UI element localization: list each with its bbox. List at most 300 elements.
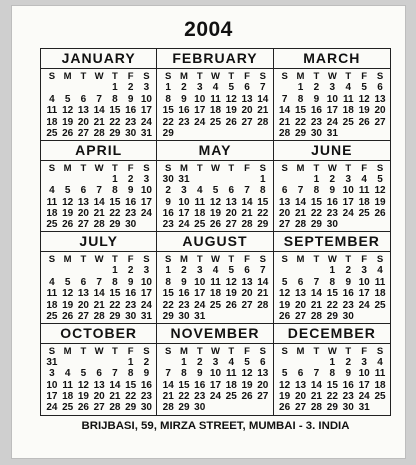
day-cell: 20 — [279, 208, 291, 220]
weekday-label: T — [112, 162, 118, 174]
day-cell: 19 — [225, 288, 237, 300]
day-cell: 9 — [127, 93, 134, 105]
day-cell: 21 — [93, 299, 105, 311]
weekday-label: M — [296, 254, 305, 265]
weekday-label: W — [327, 345, 337, 357]
weekday-label: M — [296, 162, 305, 174]
weekday-label: T — [313, 71, 320, 82]
day-cell — [308, 265, 324, 276]
day-cell: 13 — [77, 105, 89, 117]
day-cell: 23 — [342, 299, 354, 311]
day-cell: 28 — [162, 402, 174, 414]
day-cell: 17 — [46, 391, 58, 403]
day-cell — [44, 174, 60, 185]
day-cell: 23 — [162, 219, 174, 231]
day-cell: 1 — [165, 82, 171, 94]
weekday-label: F — [361, 254, 368, 265]
day-cell: 26 — [77, 402, 89, 414]
month-august — [157, 232, 273, 324]
day-cell: 9 — [143, 368, 150, 380]
weekday-label: S — [281, 71, 288, 82]
day-cell: 25 — [194, 219, 206, 231]
day-cell: 15 — [109, 105, 121, 117]
day-cell: 21 — [294, 208, 307, 220]
day-cell: 30 — [310, 127, 322, 139]
weekday-label: F — [244, 254, 250, 265]
day-cell — [208, 174, 224, 185]
weekday-label: T — [196, 254, 203, 265]
day-cell: 27 — [294, 310, 307, 322]
day-cell: 5 — [281, 276, 288, 288]
day-cell: 18 — [194, 208, 206, 220]
day-cell: 6 — [80, 93, 87, 105]
day-cell: 9 — [196, 368, 203, 380]
day-grid — [157, 69, 272, 139]
day-cell: 24 — [326, 116, 338, 128]
day-cell: 31 — [326, 127, 338, 139]
day-cell: 21 — [310, 299, 322, 311]
day-cell: 5 — [80, 368, 87, 380]
day-cell: 23 — [310, 116, 322, 128]
day-cell: 19 — [374, 196, 386, 208]
day-cell: 3 — [49, 368, 55, 380]
day-cell: 24 — [140, 299, 152, 311]
month-name: DECEMBER — [274, 324, 390, 344]
weekday-label: T — [112, 71, 118, 82]
day-cell: 7 — [297, 185, 304, 197]
day-cell: 2 — [181, 82, 187, 94]
day-cell: 31 — [140, 127, 152, 139]
weekday-label: W — [211, 254, 220, 265]
day-cell: 24 — [140, 116, 152, 128]
day-cell: 6 — [377, 82, 383, 94]
day-grid — [157, 161, 272, 231]
day-cell: 29 — [326, 402, 338, 414]
day-cell — [277, 82, 293, 93]
day-cell — [60, 265, 76, 276]
day-cell: 22 — [125, 391, 137, 403]
month-name: JANUARY — [41, 49, 156, 69]
day-cell — [255, 402, 271, 413]
weekday-label: W — [327, 254, 337, 265]
weekday-label: T — [228, 345, 235, 357]
day-cell: 11 — [46, 288, 58, 300]
weekday-label: S — [48, 254, 56, 265]
day-cell: 7 — [259, 265, 266, 277]
day-cell: 14 — [93, 288, 105, 300]
day-cell: 2 — [345, 265, 352, 277]
day-cell: 15 — [162, 288, 174, 300]
weekday-label: T — [228, 254, 235, 265]
day-cell: 9 — [345, 276, 352, 288]
day-cell: 25 — [209, 299, 222, 311]
day-cell: 26 — [241, 391, 253, 403]
weekday-label: S — [259, 345, 266, 357]
day-cell: 25 — [374, 299, 386, 311]
day-cell: 16 — [326, 196, 338, 208]
weekday-label: S — [376, 71, 384, 82]
day-cell: 3 — [181, 185, 187, 197]
day-cell: 9 — [165, 196, 171, 208]
day-cell: 4 — [64, 368, 71, 380]
day-cell: 3 — [196, 82, 203, 94]
day-cell: 24 — [209, 391, 222, 403]
day-cell: 26 — [62, 219, 74, 231]
day-cell: 11 — [46, 105, 58, 117]
day-cell: 15 — [310, 196, 322, 208]
day-cell: 8 — [165, 93, 171, 105]
day-cell: 14 — [310, 379, 322, 391]
day-cell: 15 — [326, 379, 338, 391]
day-cell: 14 — [162, 379, 174, 391]
day-cell — [255, 128, 271, 139]
weekday-label: T — [80, 71, 87, 82]
month-november — [157, 324, 273, 416]
weekday-label: W — [211, 345, 220, 357]
day-cell: 20 — [225, 208, 237, 220]
day-cell: 1 — [313, 173, 320, 185]
day-cell: 17 — [194, 288, 206, 300]
day-cell: 30 — [125, 127, 137, 139]
month-december — [274, 324, 390, 416]
day-cell — [76, 265, 92, 276]
day-cell: 22 — [257, 208, 269, 220]
weekday-label: T — [80, 162, 87, 174]
day-cell: 10 — [194, 276, 206, 288]
day-cell: 11 — [62, 379, 73, 391]
day-cell: 29 — [257, 219, 269, 231]
weekday-label: S — [143, 254, 150, 265]
weekday-label: T — [313, 254, 320, 265]
day-cell: 25 — [358, 208, 370, 220]
day-cell: 19 — [77, 391, 89, 403]
day-cell: 30 — [125, 219, 137, 231]
weekday-label: S — [259, 71, 266, 82]
day-cell: 27 — [93, 402, 105, 414]
month-january — [41, 49, 157, 141]
weekday-label: W — [94, 345, 104, 357]
day-cell: 20 — [374, 105, 386, 117]
day-cell: 28 — [294, 219, 307, 231]
day-cell: 10 — [209, 368, 222, 380]
day-cell: 28 — [109, 402, 121, 414]
day-cell: 16 — [140, 379, 152, 391]
weekday-label: T — [196, 162, 203, 174]
weekday-label: S — [143, 345, 150, 357]
day-cell: 3 — [361, 265, 367, 277]
weekday-label: T — [196, 345, 203, 357]
day-cell: 29 — [326, 310, 338, 322]
day-cell: 24 — [342, 208, 354, 220]
day-cell: 4 — [196, 185, 203, 197]
day-cell: 19 — [209, 208, 222, 220]
day-cell: 16 — [178, 105, 190, 117]
day-cell: 15 — [162, 105, 174, 117]
day-cell: 2 — [127, 82, 134, 94]
day-cell: 28 — [257, 116, 269, 128]
day-cell: 11 — [210, 93, 221, 105]
weekday-label: F — [244, 345, 250, 357]
day-cell: 27 — [77, 310, 89, 322]
day-cell: 17 — [358, 379, 370, 391]
day-cell: 7 — [259, 82, 266, 94]
day-cell: 19 — [225, 105, 237, 117]
day-grid — [274, 69, 390, 139]
day-cell: 7 — [112, 368, 118, 380]
day-cell: 2 — [313, 82, 320, 94]
day-cell — [293, 265, 309, 276]
weekday-label: M — [180, 254, 188, 265]
day-cell — [223, 311, 239, 322]
day-cell — [208, 128, 224, 139]
weekday-label: M — [63, 162, 72, 174]
day-cell — [192, 128, 208, 139]
day-cell — [308, 357, 324, 368]
day-cell: 1 — [112, 173, 118, 185]
day-cell: 12 — [62, 196, 74, 208]
day-cell: 12 — [209, 196, 222, 208]
weekday-label: W — [327, 162, 337, 174]
day-cell: 12 — [62, 288, 74, 300]
day-cell: 22 — [178, 391, 190, 403]
day-cell: 11 — [225, 368, 237, 380]
day-cell — [91, 174, 107, 185]
day-cell: 13 — [241, 93, 253, 105]
day-cell: 28 — [310, 402, 322, 414]
weekday-label: F — [127, 345, 134, 357]
day-grid — [274, 161, 390, 231]
day-cell: 29 — [125, 402, 137, 414]
day-cell — [356, 219, 372, 230]
day-cell: 11 — [358, 185, 370, 197]
weekday-label: S — [143, 162, 150, 174]
day-cell: 9 — [127, 185, 134, 197]
day-cell: 7 — [244, 185, 250, 197]
weekday-label: T — [345, 254, 352, 265]
day-cell: 21 — [93, 208, 105, 220]
day-cell: 6 — [259, 356, 266, 368]
day-cell: 28 — [257, 299, 269, 311]
day-cell: 25 — [46, 310, 58, 322]
day-cell: 31 — [194, 310, 206, 322]
day-cell: 3 — [361, 356, 367, 368]
day-cell: 9 — [345, 368, 352, 380]
month-name: JULY — [41, 232, 156, 252]
day-cell: 4 — [377, 265, 383, 277]
day-cell: 2 — [345, 356, 352, 368]
day-cell: 20 — [77, 208, 89, 220]
day-cell: 5 — [64, 93, 71, 105]
day-cell — [223, 402, 239, 413]
day-cell: 15 — [109, 196, 121, 208]
day-cell: 29 — [162, 127, 174, 139]
day-cell: 21 — [257, 288, 269, 300]
weekday-label: S — [48, 345, 56, 357]
day-cell: 7 — [96, 93, 102, 105]
day-cell: 10 — [140, 276, 152, 288]
day-cell: 1 — [127, 356, 134, 368]
weekday-label: S — [281, 254, 288, 265]
day-cell: 6 — [297, 368, 304, 380]
weekday-label: F — [244, 71, 250, 82]
day-cell — [60, 357, 76, 368]
day-cell: 16 — [125, 105, 137, 117]
weekday-label: T — [196, 71, 203, 82]
day-cell — [239, 174, 255, 185]
day-cell — [91, 82, 107, 93]
day-cell — [277, 357, 293, 368]
weekday-label: S — [259, 162, 266, 174]
month-name: AUGUST — [157, 232, 272, 252]
day-cell — [208, 311, 224, 322]
day-cell: 25 — [342, 116, 354, 128]
day-cell: 19 — [279, 391, 291, 403]
day-cell: 9 — [181, 276, 187, 288]
day-grid — [41, 344, 156, 414]
day-cell: 22 — [109, 116, 121, 128]
day-cell: 28 — [310, 310, 322, 322]
day-cell: 23 — [178, 116, 190, 128]
month-july — [41, 232, 157, 324]
day-cell: 30 — [326, 219, 338, 231]
day-cell: 7 — [313, 368, 320, 380]
day-cell — [239, 402, 255, 413]
day-cell — [44, 265, 60, 276]
weekday-label: S — [376, 345, 384, 357]
day-cell: 20 — [93, 391, 105, 403]
day-cell: 30 — [125, 310, 137, 322]
day-cell: 8 — [181, 368, 187, 380]
day-cell: 17 — [342, 196, 354, 208]
weekday-label: T — [313, 162, 320, 174]
calendar-year: 2004 — [184, 18, 233, 41]
day-cell: 24 — [140, 208, 152, 220]
day-cell: 10 — [194, 93, 206, 105]
day-cell: 16 — [342, 288, 354, 300]
day-cell: 20 — [77, 116, 89, 128]
day-cell: 30 — [178, 310, 190, 322]
weekday-label: M — [180, 345, 188, 357]
day-cell: 23 — [125, 116, 137, 128]
day-cell: 16 — [194, 379, 206, 391]
day-grid — [41, 69, 156, 139]
day-cell: 4 — [212, 82, 219, 94]
day-cell: 2 — [196, 356, 203, 368]
day-cell: 18 — [209, 288, 222, 300]
weekday-label: S — [48, 162, 56, 174]
day-cell: 11 — [46, 196, 58, 208]
day-cell: 5 — [64, 185, 71, 197]
day-cell: 14 — [241, 196, 253, 208]
month-june — [274, 141, 390, 233]
month-october — [41, 324, 157, 416]
day-cell: 11 — [374, 368, 386, 380]
day-grid — [41, 252, 156, 322]
day-cell: 27 — [294, 402, 307, 414]
day-cell — [293, 174, 309, 185]
day-cell: 3 — [196, 265, 203, 277]
day-cell — [91, 357, 107, 368]
day-cell: 8 — [127, 368, 134, 380]
weekday-label: T — [80, 345, 87, 357]
day-cell: 28 — [93, 310, 105, 322]
day-cell: 25 — [374, 391, 386, 403]
day-cell: 15 — [125, 379, 137, 391]
day-cell: 13 — [279, 196, 291, 208]
day-cell: 6 — [297, 276, 304, 288]
month-april — [41, 141, 157, 233]
day-cell: 13 — [77, 288, 89, 300]
day-cell: 25 — [62, 402, 74, 414]
day-cell: 23 — [178, 299, 190, 311]
day-cell: 20 — [241, 288, 253, 300]
day-cell: 12 — [77, 379, 89, 391]
day-cell: 6 — [228, 185, 235, 197]
weekday-label: W — [94, 71, 104, 82]
day-cell — [340, 219, 356, 230]
day-cell: 14 — [294, 196, 307, 208]
calendar-card — [12, 6, 405, 458]
day-cell: 25 — [209, 116, 222, 128]
day-cell: 27 — [77, 127, 89, 139]
weekday-label: M — [296, 345, 305, 357]
day-cell: 6 — [244, 265, 250, 277]
day-cell: 23 — [194, 391, 206, 403]
day-cell: 15 — [257, 196, 269, 208]
day-grid — [274, 344, 390, 414]
day-cell: 14 — [93, 105, 105, 117]
day-cell: 26 — [358, 116, 370, 128]
day-cell: 16 — [125, 196, 137, 208]
day-cell: 30 — [194, 402, 206, 414]
day-cell: 8 — [329, 368, 336, 380]
day-cell: 25 — [225, 391, 237, 403]
weekday-label: F — [127, 71, 134, 82]
day-cell: 30 — [162, 173, 174, 185]
day-cell — [44, 82, 60, 93]
day-cell: 5 — [361, 82, 367, 94]
weekday-label: T — [345, 345, 352, 357]
day-cell: 4 — [49, 185, 55, 197]
month-name: FEBRUARY — [157, 49, 272, 69]
day-cell — [192, 174, 208, 185]
day-cell: 10 — [178, 196, 190, 208]
day-cell: 11 — [194, 196, 206, 208]
day-cell: 27 — [374, 116, 386, 128]
day-cell: 20 — [77, 299, 89, 311]
day-cell: 22 — [109, 208, 121, 220]
day-cell — [139, 219, 155, 230]
day-cell: 21 — [93, 116, 105, 128]
weekday-label: W — [327, 71, 337, 82]
day-cell — [176, 128, 192, 139]
day-cell: 23 — [140, 391, 152, 403]
day-cell: 17 — [194, 105, 206, 117]
day-cell: 30 — [342, 402, 354, 414]
day-cell: 16 — [125, 288, 137, 300]
month-name: APRIL — [41, 141, 156, 161]
day-cell: 22 — [310, 208, 322, 220]
day-cell: 6 — [96, 368, 102, 380]
day-cell: 5 — [64, 276, 71, 288]
day-cell: 15 — [178, 379, 190, 391]
day-cell: 26 — [225, 116, 237, 128]
day-cell: 29 — [178, 402, 190, 414]
day-cell: 8 — [165, 276, 171, 288]
day-cell: 21 — [109, 391, 121, 403]
day-cell: 17 — [178, 208, 190, 220]
day-cell: 14 — [257, 276, 269, 288]
